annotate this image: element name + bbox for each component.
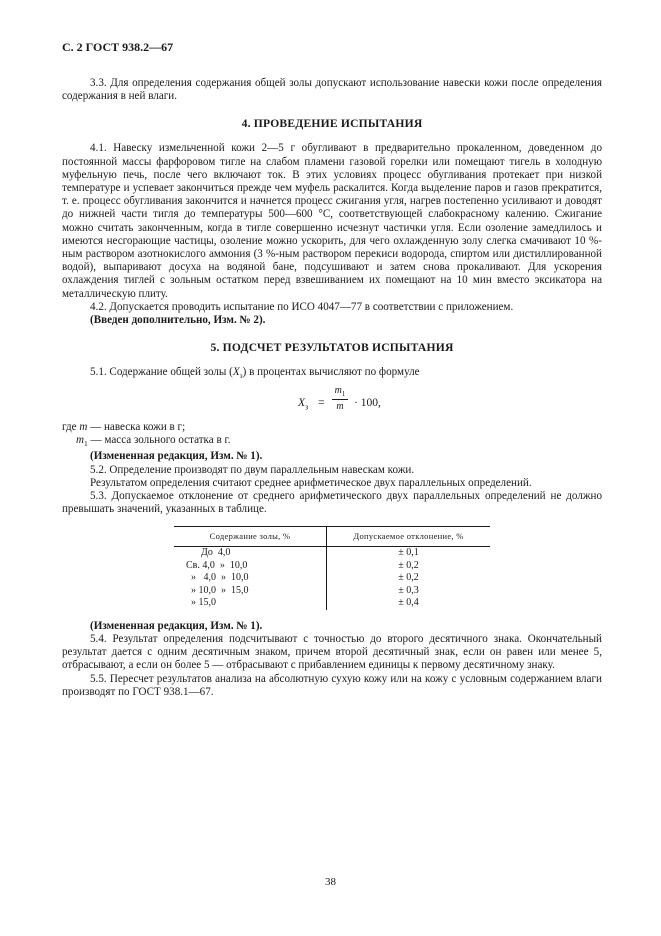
paragraph-5-5: 5.5. Пересчет результатов анализа на абсолютную сухую кожу или на кожу с условным содержанием влаги производят по ГОСТ 938.1—67. (62, 672, 602, 698)
paragraph-4-2: 4.2. Допускается проводить испытание по ИСО 4047—77 в соответствии с приложением. (90, 300, 514, 313)
table-header-deviation: Допускаемое отклонение, % (327, 527, 491, 547)
formula-fraction: $\frac{m_1}{m}$ (332, 385, 348, 412)
paragraph-5-2b: Результатом определения считают среднее арифметическое двух параллельных определений. (90, 476, 532, 489)
paragraph-5-2: 5.2. Определение производят по двум параллельным навескам кожи. (90, 463, 415, 476)
where-m1: $m_1$ — масса зольного остатка в г. (76, 433, 231, 449)
formula-equals: = (318, 396, 325, 409)
paragraph-4-1: 4.1. Навеску измельченной кожи 2—5 г обугливают в предварительно прокаленном, доведенном до постоянной массы фарфоровом тигле на слабом пламени газовой горелки или помещают тигель в холодную муфельную печь, после чего включают ток. В этих условиях процесс обугливания протекает при низкой температуре и успевает закончиться прежде чем муфель раскалится. Когда выделение паров и газов прекратится, т. е. процесс обугливания закончится и начнется процесс сжигания угля, нагрев постепенно усиливают и доводят до нижней части тигля до температуры 500—600 °С, соответствующей слабокрасному калению. Сжигание можно считать законченным, когда в тигле совершенно исчезнут частички угля. Если озоление замедлилось и имеются несгорающие частицы, озоление можно ускорить, для чего охлажденную золу слегка смачивают 10 %-ным раствором азотнокислого аммония (3 %-ным раствором перекиси водорода, спиртом или дистиллированной водой), выпаривают досуха на водяной бане, подсушивают и затем снова прокаливают. Для ускорения охлаждения тиглей с зольным остатком перед взвешиванием их помещают на 10 мин вместо эксикатора на металлическую плиту. (62, 142, 602, 300)
page-number: 38 (325, 876, 336, 888)
table-row: » 4,0 » 10,0 ± 0,2 (174, 572, 490, 585)
page-header: С. 2 ГОСТ 938.2—67 (62, 40, 174, 54)
ash-formula (62, 385, 602, 421)
formula-multiplier: · 100, (354, 396, 381, 409)
table-row: Св. 4,0 » 10,0 ± 0,2 (174, 560, 490, 573)
note-4-2: (Введен дополнительно, Изм. № 2). (90, 314, 266, 327)
paragraph-3-3: 3.3. Для определения содержания общей золы допускают использование навески кожи после определения содержания в ней влаги. (62, 77, 602, 103)
table-row: » 15,0 ± 0,4 (174, 597, 490, 610)
table-row: » 10,0 » 15,0 ± 0,3 (174, 585, 490, 598)
paragraph-5-1: 5.1. Содержание общей золы $(X_з)$ в процентах вычисляют по формуле (90, 366, 420, 381)
section-4-title: 4. ПРОВЕДЕНИЕ ИСПЫТАНИЯ (241, 117, 423, 131)
paragraph-5-4: 5.4. Результат определения подсчитывают с точностью до второго десятичного знака. Окончательный результат дается с одним десятичным знаком, причем второй десятичный знак, если он равен или менее 5, отбрасывают, а если он более 5 — отбрасывают с прибавлением единицы к первому десятичному знаку. (62, 633, 602, 672)
where-m: где m — навеска кожи в г; (62, 420, 186, 433)
tolerance-table (174, 526, 490, 610)
document-page (62, 40, 602, 699)
section-5-title: 5. ПОДСЧЕТ РЕЗУЛЬТАТОВ ИСПЫТАНИЯ (210, 341, 454, 355)
paragraph-5-3: 5.3. Допускаемое отклонение от среднего арифметического двух параллельных определений не должно превышать значений, указанных в таблице. (62, 489, 602, 516)
note-5-3: (Измененная редакция, Изм. № 1). (90, 619, 263, 632)
table-row: До 4,0 ± 0,1 (174, 547, 490, 560)
formula-lhs: $X_з$ (298, 396, 309, 411)
table-header-ash: Содержание золы, % (174, 527, 327, 547)
note-5-1: (Измененная редакция, Изм. № 1). (90, 450, 263, 463)
